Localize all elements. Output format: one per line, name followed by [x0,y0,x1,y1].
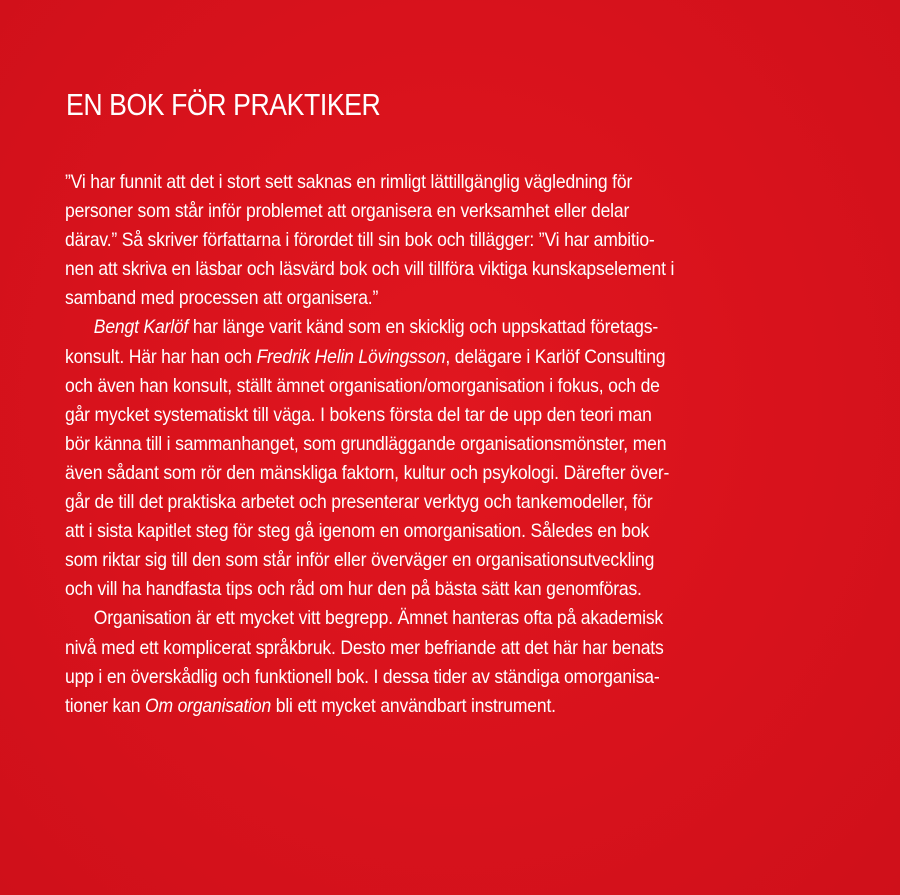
text-line: går de till det praktiska arbetet och presenterar verktyg och tankemodeller, för [65,491,653,514]
text-line: konsult. Här har han och Fredrik Helin Lövingsson, delägare i Karlöf Consulting [65,345,666,368]
text-line: och vill ha handfasta tips och råd om hur den på bästa sätt kan genomföras. [65,578,642,601]
paragraph-1 [65,168,837,313]
text-line: Bengt Karlöf har länge varit känd som en skicklig och uppskattad företags- [93,316,659,339]
text-line: personer som står inför problemet att organisera en verksamhet eller delar [65,200,630,223]
text-line: upp i en överskådlig och funktionell bok. I dessa tider av ständiga omorganisa- [65,665,660,688]
text-line: ”Vi har funnit att det i stort sett saknas en rimligt lättillgänglig vägledning för [65,171,633,193]
text-line: samband med processen att organisera.” [65,287,379,310]
text-line: går mycket systematiskt till väga. I bokens första del tar de upp den teori man [65,403,652,426]
blurb-text [65,168,837,721]
text-line: nen att skriva en läsbar och läsvärd bok och vill tillföra viktiga kunskapselement i [65,258,675,281]
text-line: Organisation är ett mycket vitt begrepp. Ämnet hanteras ofta på akademisk [93,607,664,630]
text-line: bör känna till i sammanhanget, som grundläggande organisationsmönster, men [65,432,667,455]
text-line: tioner kan Om organisation bli ett mycket användbart instrument. [65,694,556,717]
paragraph-2 [65,313,837,604]
text-line: att i sista kapitlet steg för steg gå igenom en omorganisation. Således en bok [65,520,650,543]
text-line: som riktar sig till den som står inför eller överväger en organisationsutveckling [65,549,655,572]
paragraph-3 [65,604,837,720]
text-line: och även han konsult, ställt ämnet organisation/omorganisation i fokus, och de [65,374,660,397]
author-name: Bengt Karlöf [93,316,189,339]
book-title: Om organisation [144,694,272,717]
text-line: även sådant som rör den mänskliga faktorn, kultur och psykologi. Därefter över- [65,461,670,484]
text-line: därav.” Så skriver författarna i förordet till sin bok och tillägger: ”Vi har ambitio- [65,229,655,252]
author-name: Fredrik Helin Lövingsson [256,345,446,368]
cover-heading: EN BOK FÖR PRAKTIKER [66,87,381,122]
text-line: nivå med ett komplicerat språkbruk. Desto mer befriande att det här har benats [65,636,664,659]
